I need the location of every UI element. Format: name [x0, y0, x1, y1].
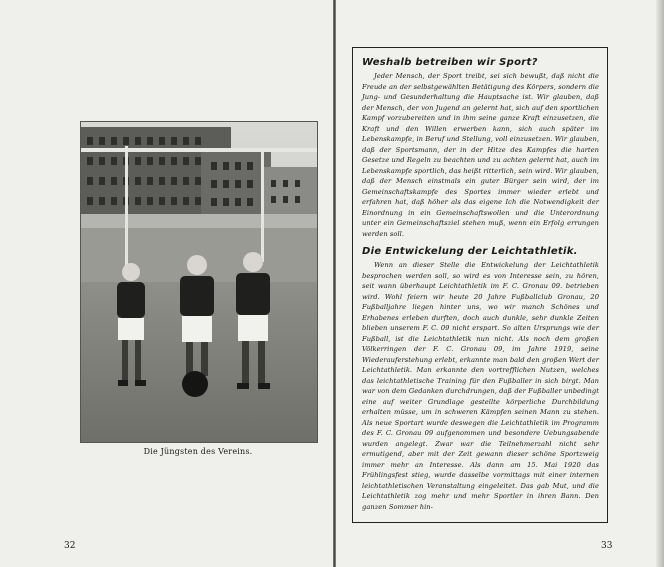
photo-caption: Die Jüngsten des Vereins.	[143, 447, 253, 456]
section-heading-athletics: Die Entwickelung der Leichtathletik.	[362, 246, 578, 257]
page-number-left: 32	[64, 541, 76, 551]
article-text-frame	[352, 47, 608, 523]
book-edge-right	[656, 0, 664, 567]
paragraph-athletics: Wenn an dieser Stelle die Entwickelung der Leichtathletik besprochen werden soll, so wird es von Interesse sein, zu hören, seit wann überhaupt Leichtathletik im F. C. Gronau 09. betrieben wird. Wohl feiern wir heute 20 Jahre Fußballclub Gronau, 20 Fußballjahre liegen hinter uns, wo wir manch Schönes und Erhabenes erleben durften, doch auch dunkle, sehr dunkle Zeiten blieben unserem F. C. 09 nicht erspart. So alten Ursprungs wie der Fußball, ist die Leichtathletik nun nicht. Als noch dem großen Völkerringen der F. C. Gronau 09, im Jahre 1919, seine Wiederauferstehung erlebt, erkannte man bald den großen Wert der Leichtathletik. Man erkannte den vortrefflichen Nutzen, welches das leichtathletische Training für den Fußballer in sich birgt. Man war von dem Gedanken durchdrungen, daß der Fußballer unbedingt eine auf weiter Grundlage gestellte körperliche Durchbildung erhalten müsse, um in schweren Kämpfen seinen Mann zu stehen. Als neue Sportart wurde deswegen die Leichtathletik im Programm des F. C. Gronau 09 aufgenommen und besondere Uebungsabende wurden angelegt. Zwar war die Teilnehmerzahl nicht sehr ermutigend, aber mit der Zeit gewann dieser schöne Sportzweig immer mehr an Interesse. Als dann am 15. Mai 1920 das Frühlingsfest stieg, wurde dasselbe vormittags mit einer internen leichtathletischen Veranstaltung eingeleitet. Das gab Mut, und die Leichtathletik zog mehr und mehr Sportler in ihren Bann. Den ganzen Sommer hin-	[362, 261, 599, 511]
team-photo	[80, 121, 318, 443]
section-heading-sport: Weshalb betreiben wir Sport?	[362, 57, 538, 68]
page-number-right: 33	[601, 541, 613, 551]
paragraph-sport: Jeder Mensch, der Sport treibt, sei sich bewußt, daß nicht die Freude an der selbstgewählten Betätigung des Körpers, sondern die Jung- und Gesunderhaltung die Hauptsache ist. Wir glauben, daß der Mensch, der von Jugend an gelernt hat, sich auf den sportlichen Kampf vorzubereiten und in ihm seine ganze Kraft einzusetzen, die Kraft und den Willen erwerben kann, sich auch später im Lebenskampfe, in Beruf und Stellung, voll einzusetzen. Wir glauben, daß der Sportsmann, der in der Hitze des Kampfes die harten Gesetze und Regeln zu beachten und zu achten gelernt hat, auch im Lebenskampfe sportlich, das heißt ritterlich, sein wird. Wir glauben, daß der Mensch einstmals ein guter Bürger sein wird, der im Gemeinschaftskampfe des Sportes immer wieder erlebt und erfahren hat, daß höher als das eigene Ich die Notwendigkeit der Einordnung in ein Gemeinschaftswollen und die Unterordnung unter ein Gemeinschaftsziel stehen muß, wenn ein Erfolg errungen werden soll.	[362, 72, 599, 238]
